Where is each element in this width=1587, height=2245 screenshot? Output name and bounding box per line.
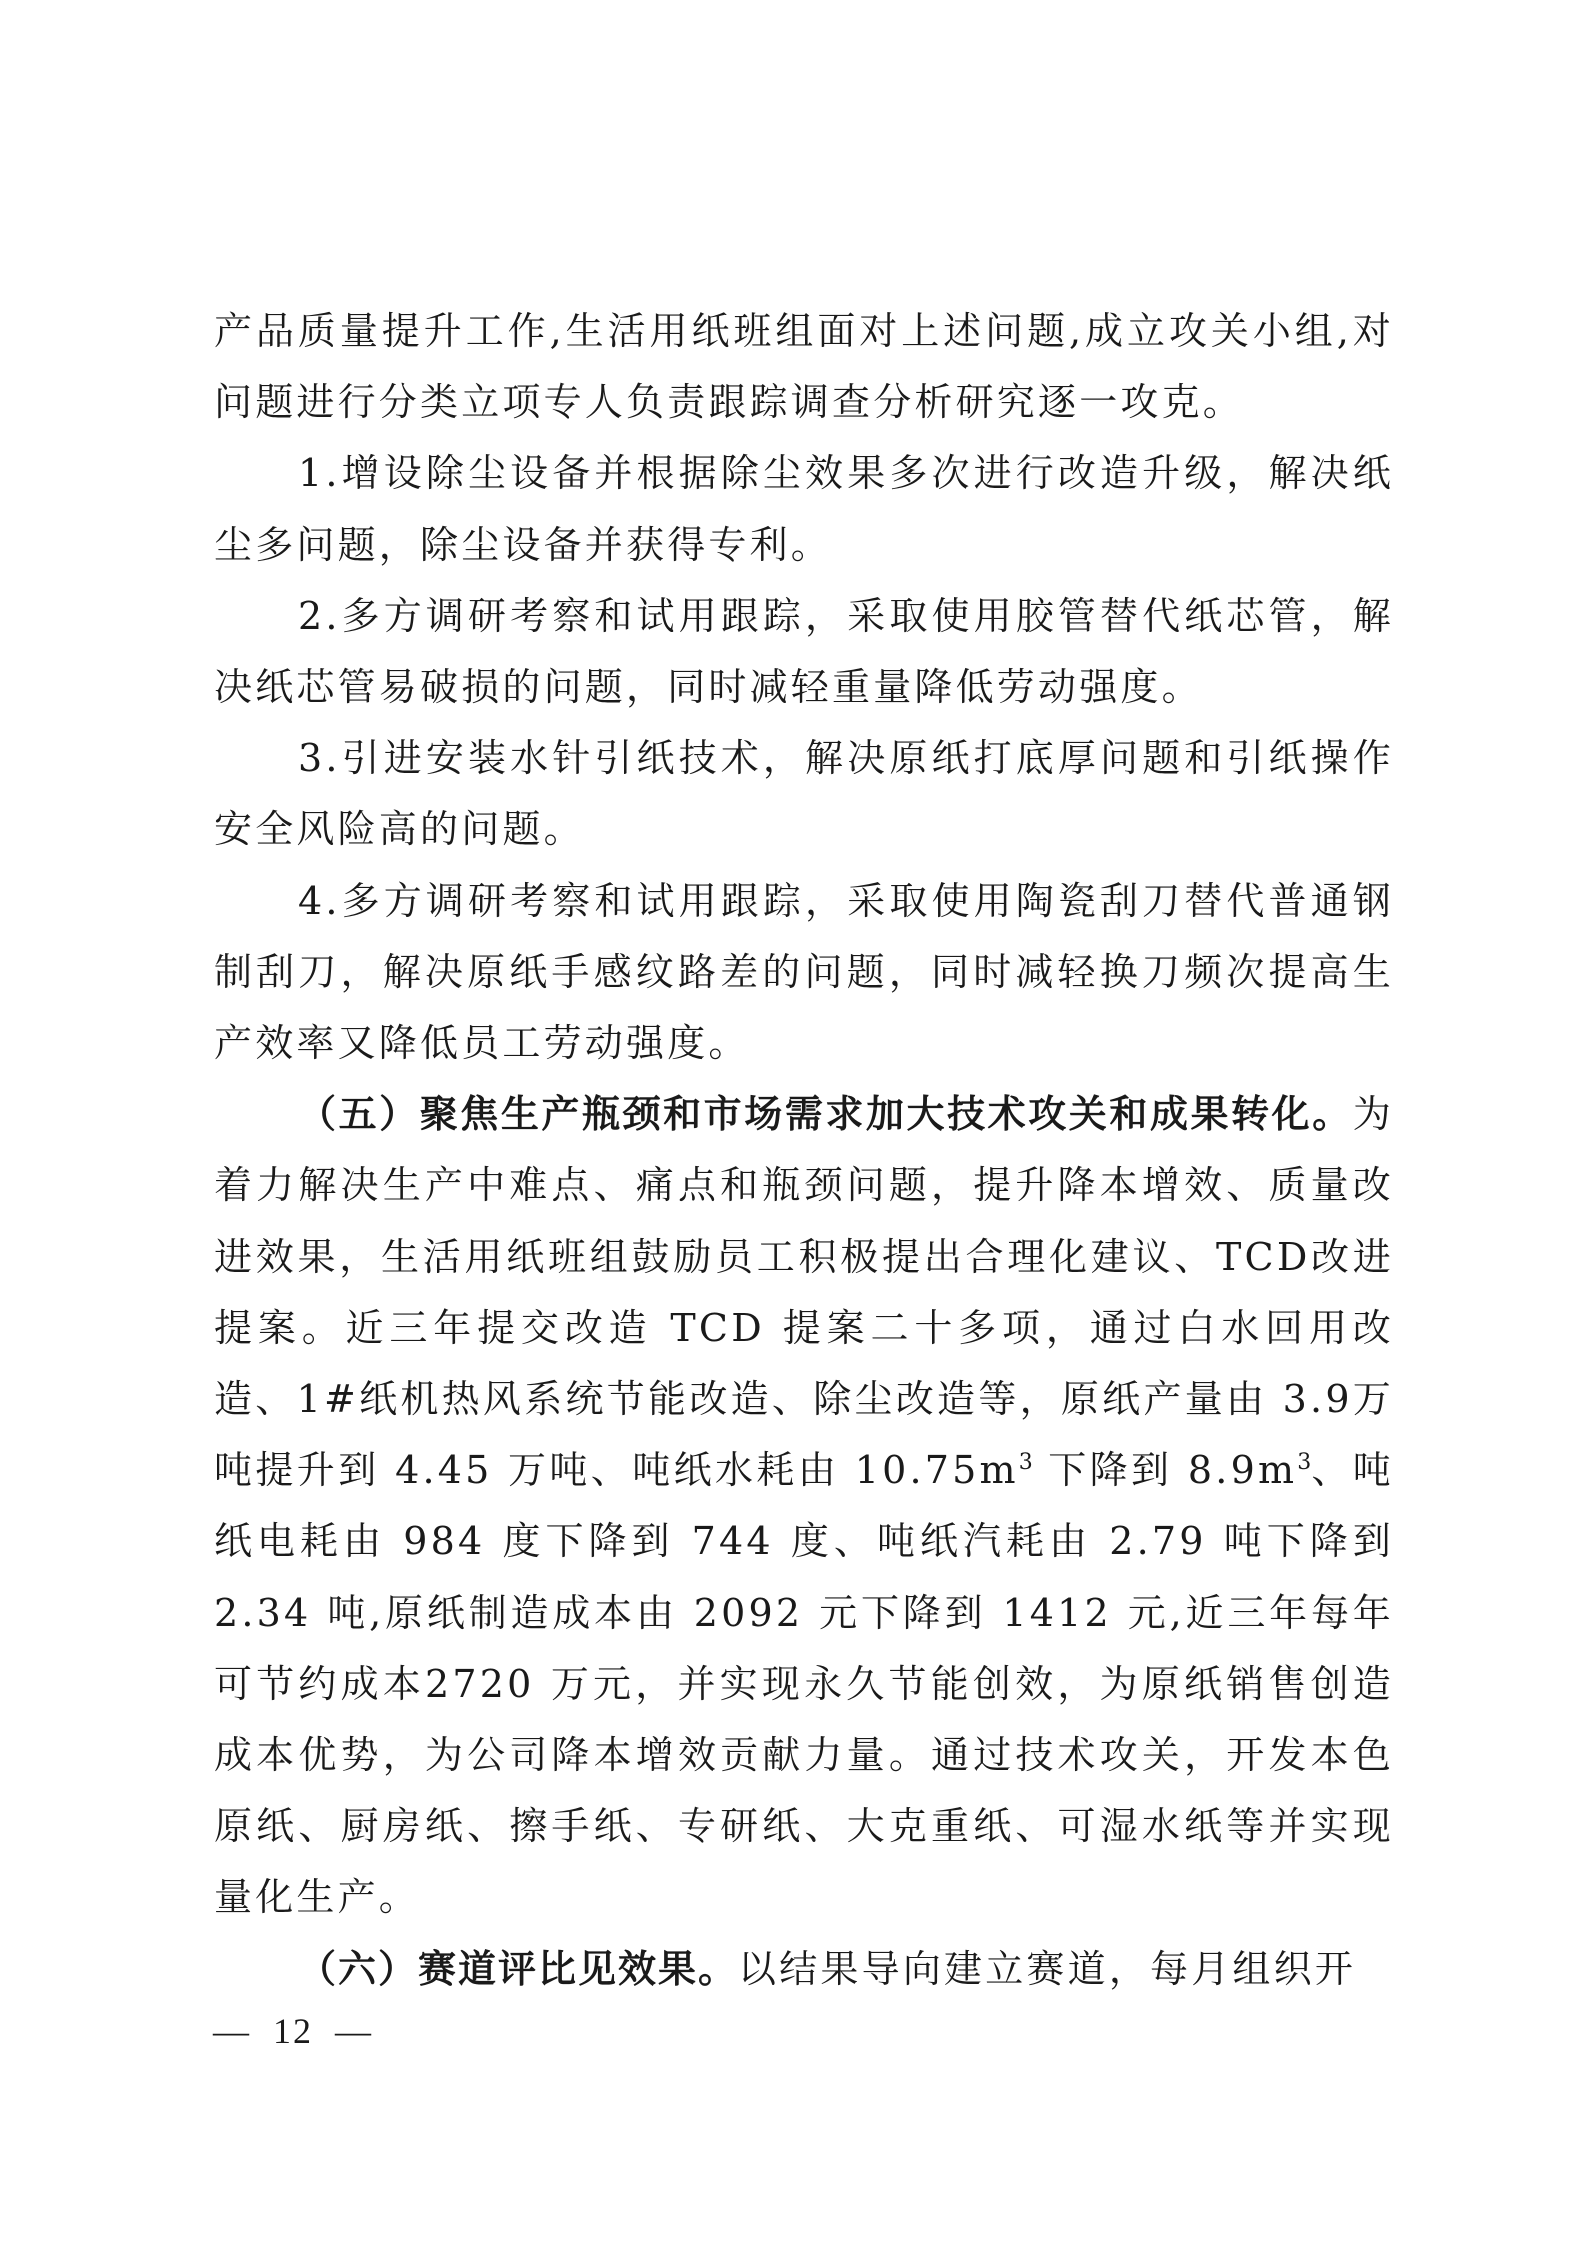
section-five-paragraph: [214, 1079, 1394, 1933]
page-number: — 12 —: [213, 2011, 373, 2051]
superscript-cubic: 3: [1018, 1450, 1033, 1476]
list-item-2: 2.多方调研考察和试用跟踪，采取使用胶管替代纸芯管，解决纸芯管易破损的问题，同时减轻重量降低劳动强度。: [214, 593, 1394, 710]
list-item-3: 3.引进安装水针引纸技术，解决原纸打底厚问题和引纸操作安全风险高的问题。: [214, 736, 1394, 852]
section-six-heading: （六）赛道评比见效果。: [298, 1946, 739, 1991]
body-text: [214, 296, 1394, 2005]
section-five-text-c: 、吨纸电耗由 984 度下降到 744 度、吨纸汽耗由 2.79 吨下降到 2.34 吨,原纸制造成本由 2092 元下降到 1412 元,近三年每年可节约成本2720 万元，并实现永久节能创效，为原纸销售创造成本优势，为公司降本增效贡献力量。通过技术攻关，开发本色原纸、厨房纸、擦手纸、专研纸、大克重纸、可湿水纸等并实现量化生产。: [214, 1448, 1394, 1920]
section-five-heading: （五）聚焦生产瓶颈和市场需求加大技术攻关和成果转化。: [298, 1092, 1353, 1137]
section-five-text-a: 为着力解决生产中难点、痛点和瓶颈问题，提升降本增效、质量改进效果，生活用纸班组鼓励员工积极提出合理化建议、TCD改进提案。近三年提交改造 TCD 提案二十多项，通过白水回用改造、1#纸机热风系统节能改造、除尘改造等，原纸产量由 3.9万吨提升到 4.45 万吨、吨纸水耗由 10.75m: [214, 1092, 1394, 1493]
section-six-text: 以结果导向建立赛道，每月组织开: [738, 1946, 1357, 1991]
section-six-paragraph: [214, 1934, 1394, 2005]
section-five-text-b: 下降到 8.9m: [1032, 1448, 1298, 1493]
superscript-cubic: 3: [1297, 1450, 1312, 1476]
list-item-4: 4.多方调研考察和试用跟踪，采取使用陶瓷刮刀替代普通钢制刮刀，解决原纸手感纹路差的问题，同时减轻换刀频次提高生产效率又降低员工劳动强度。: [214, 878, 1394, 1066]
paragraph-continuation: 产品质量提升工作,生活用纸班组面对上述问题,成立攻关小组,对问题进行分类立项专人负责跟踪调查分析研究逐一攻克。: [214, 309, 1394, 425]
list-item-1: 1.增设除尘设备并根据除尘效果多次进行改造升级，解决纸尘多问题，除尘设备并获得专利。: [214, 451, 1394, 567]
